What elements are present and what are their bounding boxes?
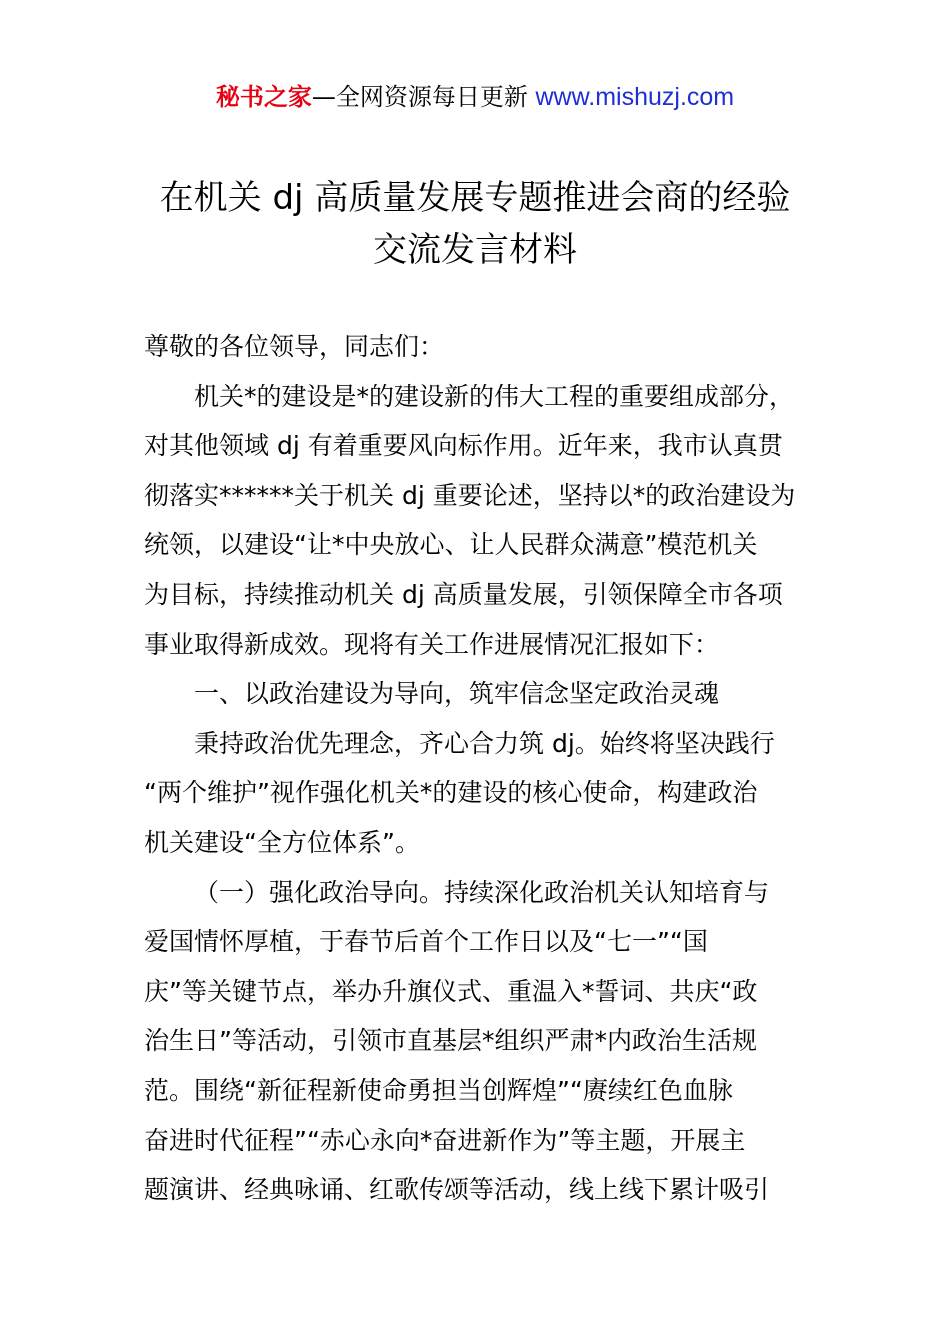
- title-line-2: 交流发言材料: [373, 230, 577, 270]
- paragraph-line: 机关建设“全方位体系”。: [144, 827, 420, 857]
- paragraph-line: 治生日”等活动，引领市直基层*组织严肃*内政治生活规: [144, 1026, 757, 1056]
- site-header: [0, 80, 950, 114]
- paragraph-line: “两个维护”视作强化机关*的建设的核心使命，构建政治: [144, 778, 758, 808]
- header-tagline: —全网资源每日更新: [311, 83, 528, 111]
- paragraph-line: 为目标，持续推动机关 dj 高质量发展，引领保障全市各项: [144, 579, 783, 609]
- paragraph-line: 爱国情怀厚植，于春节后首个工作日以及“七一”“国: [144, 927, 708, 957]
- subsection-line: （一）强化政治导向。持续深化政治机关认知培育与: [194, 877, 770, 907]
- document-title: [100, 172, 850, 276]
- paragraph-line: 对其他领域 dj 有着重要风向标作用。近年来，我市认真贯: [144, 431, 783, 461]
- paragraph-line: 统领，以建设“让*中央放心、让人民群众满意”模范机关: [144, 530, 758, 560]
- paragraph-line: 范。围绕“新征程新使命勇担当创辉煌”“赓续红色血脉: [144, 1075, 733, 1105]
- site-url-link[interactable]: www.mishuzj.com: [535, 83, 735, 111]
- brand-name: 秘书之家: [215, 83, 312, 111]
- paragraph-line: 秉持政治优先理念，齐心合力筑 dj。始终将坚决践行: [194, 728, 775, 758]
- section-heading: 一、以政治建设为导向，筑牢信念坚定政治灵魂: [194, 679, 720, 709]
- paragraph-line: 题演讲、经典咏诵、红歌传颂等活动，线上线下累计吸引: [144, 1175, 770, 1205]
- document-body: [144, 322, 834, 1215]
- paragraph-line: 彻落实******关于机关 dj 重要论述，坚持以*的政治建设为: [144, 480, 796, 510]
- paragraph-line: 奋进时代征程”“赤心永向*奋进新作为”等主题，开展主: [144, 1125, 746, 1155]
- paragraph-line: 机关*的建设是*的建设新的伟大工程的重要组成部分，: [194, 381, 795, 411]
- salutation: 尊敬的各位领导，同志们：: [144, 332, 445, 361]
- paragraph-line: 事业取得新成效。现将有关工作进展情况汇报如下：: [144, 629, 720, 659]
- title-line-1: 在机关 dj 高质量发展专题推进会商的经验: [159, 178, 791, 218]
- paragraph-line: 庆”等关键节点，举办升旗仪式、重温入*誓词、共庆“政: [144, 976, 758, 1006]
